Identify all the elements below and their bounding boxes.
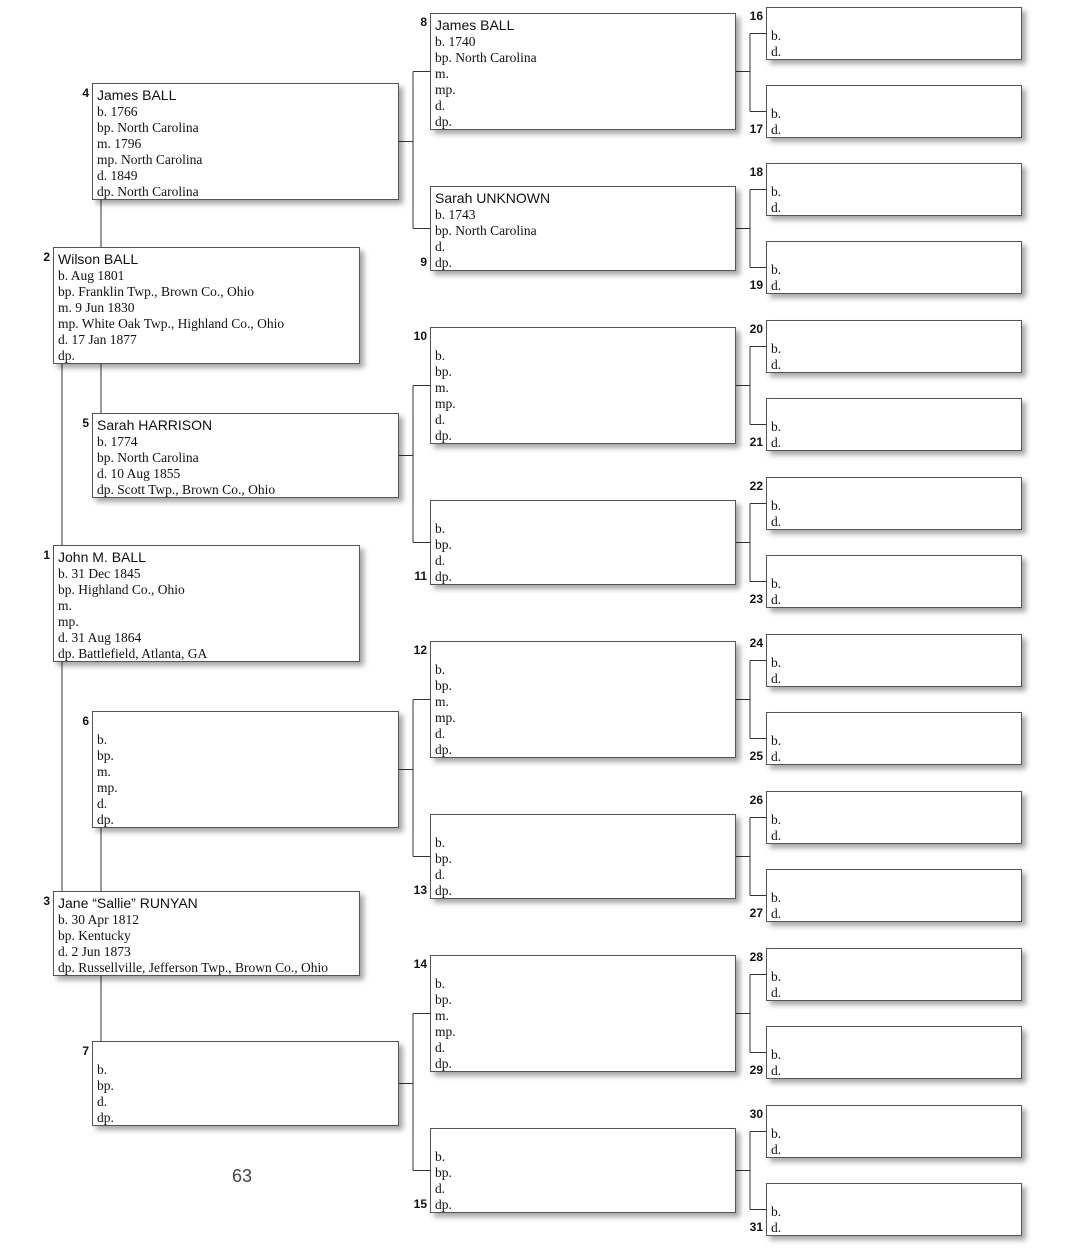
person-box-21 (766, 398, 1022, 451)
person-detail: b. (771, 498, 782, 513)
person-detail: m. (97, 764, 111, 779)
person-detail: b. (771, 969, 782, 984)
person-detail: d. (771, 906, 782, 921)
person-detail: b. (771, 655, 782, 670)
person-detail: d. 1849 (97, 168, 138, 183)
person-name (435, 330, 735, 348)
person-detail: bp. (435, 364, 452, 379)
person-detail: d. (771, 514, 782, 529)
person-box-4 (92, 83, 399, 200)
person-detail: d. (435, 867, 446, 882)
person-detail: b. (771, 262, 782, 277)
person-detail: d. 10 Aug 1855 (97, 466, 181, 481)
person-name (435, 1131, 735, 1149)
person-detail: b. (97, 1062, 108, 1077)
person-detail: mp. (435, 82, 456, 97)
person-detail: dp. (435, 1056, 452, 1071)
person-detail: b. 30 Apr 1812 (58, 912, 139, 927)
person-name (771, 323, 1021, 341)
person-number: 22 (749, 479, 763, 493)
person-detail: d. (771, 44, 782, 59)
page-number: 63 (232, 1166, 253, 1186)
person-number: 21 (749, 435, 763, 449)
person-number: 13 (413, 883, 427, 897)
person-detail: m. (435, 380, 449, 395)
person-detail: b. (97, 732, 108, 747)
person-detail: b. (435, 521, 446, 536)
person-detail: d. (435, 98, 446, 113)
person-detail: d. (97, 1094, 108, 1109)
person-number: 31 (749, 1220, 763, 1234)
person-detail: dp. (435, 114, 452, 129)
person-name (771, 951, 1021, 969)
person-number: 28 (749, 950, 763, 964)
person-detail: bp. North Carolina (435, 50, 537, 65)
person-detail: b. Aug 1801 (58, 268, 125, 283)
person-detail: d. 17 Jan 1877 (58, 332, 137, 347)
person-name (435, 503, 735, 521)
person-box-25 (766, 712, 1022, 765)
person-name (771, 872, 1021, 890)
person-box-6 (92, 711, 399, 828)
person-name (771, 480, 1021, 498)
person-box-20 (766, 320, 1022, 373)
person-box-13 (430, 814, 736, 899)
person-detail: dp. (435, 742, 452, 757)
person-detail: mp. (435, 1024, 456, 1039)
person-detail: b. (771, 890, 782, 905)
person-box-11 (430, 500, 736, 585)
person-box-3 (53, 891, 360, 976)
person-number: 14 (413, 957, 427, 971)
person-number: 5 (82, 416, 89, 430)
person-detail: b. (435, 1149, 446, 1164)
person-detail: d. (771, 749, 782, 764)
person-name (97, 714, 398, 732)
person-detail: dp. North Carolina (97, 184, 199, 199)
person-detail: bp. Franklin Twp., Brown Co., Ohio (58, 284, 255, 299)
person-detail: d. (435, 553, 446, 568)
person-box-1 (53, 545, 360, 662)
person-detail: bp. North Carolina (97, 120, 199, 135)
person-detail: d. (771, 1063, 782, 1078)
person-detail: b. 1766 (97, 104, 138, 119)
person-detail: dp. (97, 1110, 114, 1125)
person-detail: mp. (435, 710, 456, 725)
person-box-31 (766, 1183, 1022, 1236)
person-name: James BALL (435, 17, 515, 33)
person-detail: dp. (58, 348, 75, 363)
person-name (435, 817, 735, 835)
person-number: 26 (749, 793, 763, 807)
person-name (771, 166, 1021, 184)
person-detail: bp. Highland Co., Ohio (58, 582, 185, 597)
person-number: 7 (82, 1044, 89, 1058)
person-number: 25 (749, 749, 763, 763)
person-box-14 (430, 955, 736, 1072)
person-detail: m. 1796 (97, 136, 142, 151)
person-number: 24 (749, 636, 763, 650)
person-detail: mp. North Carolina (97, 152, 203, 167)
person-number: 2 (43, 250, 50, 264)
person-detail: b. (771, 1204, 782, 1219)
person-detail: d. (771, 357, 782, 372)
person-detail: bp. (435, 851, 452, 866)
person-detail: d. (771, 278, 782, 293)
person-name: Sarah HARRISON (97, 417, 213, 433)
person-detail: m. (435, 1008, 449, 1023)
person-detail: bp. (97, 1078, 114, 1093)
person-name (771, 1029, 1021, 1047)
person-detail: b. (771, 733, 782, 748)
person-number: 11 (414, 569, 427, 583)
person-detail: b. 31 Dec 1845 (58, 566, 141, 581)
person-box-12 (430, 641, 736, 758)
person-detail: d. (771, 435, 782, 450)
person-name: Sarah UNKNOWN (435, 190, 551, 206)
person-name (771, 794, 1021, 812)
person-number: 8 (420, 15, 427, 29)
person-name (771, 715, 1021, 733)
person-number: 12 (413, 643, 427, 657)
person-box-7 (92, 1041, 399, 1126)
person-detail: d. (771, 828, 782, 843)
person-detail: mp. White Oak Twp., Highland Co., Ohio (58, 316, 285, 331)
person-detail: mp. (435, 396, 456, 411)
person-box-17 (766, 85, 1022, 138)
person-detail: d. (771, 122, 782, 137)
person-number: 19 (749, 278, 763, 292)
person-detail: b. (435, 835, 446, 850)
person-name (771, 558, 1021, 576)
person-detail: b. (771, 419, 782, 434)
person-detail: bp. North Carolina (435, 223, 537, 238)
person-box-2 (53, 247, 360, 364)
person-detail: b. (771, 1047, 782, 1062)
person-box-29 (766, 1026, 1022, 1079)
person-detail: dp. (435, 569, 452, 584)
person-detail: d. 31 Aug 1864 (58, 630, 142, 645)
person-number: 4 (82, 86, 89, 100)
person-box-16 (766, 7, 1022, 60)
person-detail: dp. (435, 1197, 452, 1212)
person-detail: d. (435, 239, 446, 254)
person-box-8 (430, 13, 736, 130)
person-detail: bp. (435, 992, 452, 1007)
person-detail: bp. (435, 1165, 452, 1180)
person-name: John M. BALL (58, 549, 146, 565)
person-box-24 (766, 634, 1022, 687)
person-name (771, 637, 1021, 655)
person-detail: b. (771, 1126, 782, 1141)
person-detail: b. (771, 576, 782, 591)
person-detail: d. (771, 1142, 782, 1157)
person-number: 30 (749, 1107, 763, 1121)
person-detail: mp. (58, 614, 79, 629)
person-detail: d. (435, 1040, 446, 1055)
person-name: Jane “Sallie” RUNYAN (58, 895, 198, 911)
person-box-28 (766, 948, 1022, 1001)
person-name (97, 1044, 398, 1062)
person-number: 16 (749, 9, 763, 23)
person-name (771, 1186, 1021, 1204)
person-detail: m. (58, 598, 72, 613)
person-box-10 (430, 327, 736, 444)
person-box-5 (92, 413, 399, 498)
person-number: 3 (43, 894, 50, 908)
person-detail: d. (97, 796, 108, 811)
person-number: 1 (43, 548, 50, 562)
person-detail: b. (771, 106, 782, 121)
person-detail: bp. North Carolina (97, 450, 199, 465)
person-name (771, 10, 1021, 28)
person-detail: b. (771, 28, 782, 43)
person-detail: m. 9 Jun 1830 (58, 300, 135, 315)
person-box-9 (430, 186, 736, 271)
person-name (771, 401, 1021, 419)
person-detail: d. (771, 592, 782, 607)
person-number: 23 (749, 592, 763, 606)
person-detail: b. (435, 348, 446, 363)
person-detail: b. (435, 662, 446, 677)
person-detail: b. (771, 341, 782, 356)
person-number: 20 (749, 322, 763, 336)
person-detail: dp. Scott Twp., Brown Co., Ohio (97, 482, 276, 497)
person-number: 6 (82, 714, 89, 728)
person-detail: d. 2 Jun 1873 (58, 944, 131, 959)
person-box-30 (766, 1105, 1022, 1158)
person-detail: b. (435, 976, 446, 991)
person-detail: d. (771, 1220, 782, 1235)
person-detail: d. (771, 200, 782, 215)
person-detail: b. 1774 (97, 434, 138, 449)
person-name (771, 244, 1021, 262)
person-detail: bp. (435, 678, 452, 693)
person-detail: dp. Battlefield, Atlanta, GA (58, 646, 208, 661)
person-detail: d. (435, 1181, 446, 1196)
person-box-27 (766, 869, 1022, 922)
person-name (435, 644, 735, 662)
person-name (771, 88, 1021, 106)
person-detail: m. (435, 694, 449, 709)
person-detail: bp. Kentucky (58, 928, 131, 943)
person-box-18 (766, 163, 1022, 216)
person-box-19 (766, 241, 1022, 294)
person-box-26 (766, 791, 1022, 844)
person-detail: b. 1740 (435, 34, 476, 49)
person-box-23 (766, 555, 1022, 608)
person-detail: dp. (97, 812, 114, 827)
person-number: 18 (749, 165, 763, 179)
person-detail: dp. Russellville, Jefferson Twp., Brown Co., Ohio (58, 960, 329, 975)
person-box-22 (766, 477, 1022, 530)
person-detail: d. (771, 985, 782, 1000)
person-name (435, 958, 735, 976)
person-number: 29 (749, 1063, 763, 1077)
person-detail: bp. (435, 537, 452, 552)
person-detail: b. 1743 (435, 207, 476, 222)
person-name (771, 1108, 1021, 1126)
person-name: James BALL (97, 87, 177, 103)
person-number: 9 (420, 255, 427, 269)
person-detail: dp. (435, 883, 452, 898)
person-detail: mp. (97, 780, 118, 795)
person-detail: d. (435, 726, 446, 741)
person-number: 10 (413, 329, 427, 343)
person-detail: m. (435, 66, 449, 81)
person-detail: d. (435, 412, 446, 427)
person-detail: d. (771, 671, 782, 686)
person-name: Wilson BALL (58, 251, 139, 267)
person-detail: dp. (435, 255, 452, 270)
person-detail: bp. (97, 748, 114, 763)
person-number: 27 (749, 906, 763, 920)
person-box-15 (430, 1128, 736, 1213)
person-detail: b. (771, 812, 782, 827)
person-number: 17 (749, 122, 763, 136)
person-detail: b. (771, 184, 782, 199)
person-detail: dp. (435, 428, 452, 443)
person-number: 15 (413, 1197, 427, 1211)
